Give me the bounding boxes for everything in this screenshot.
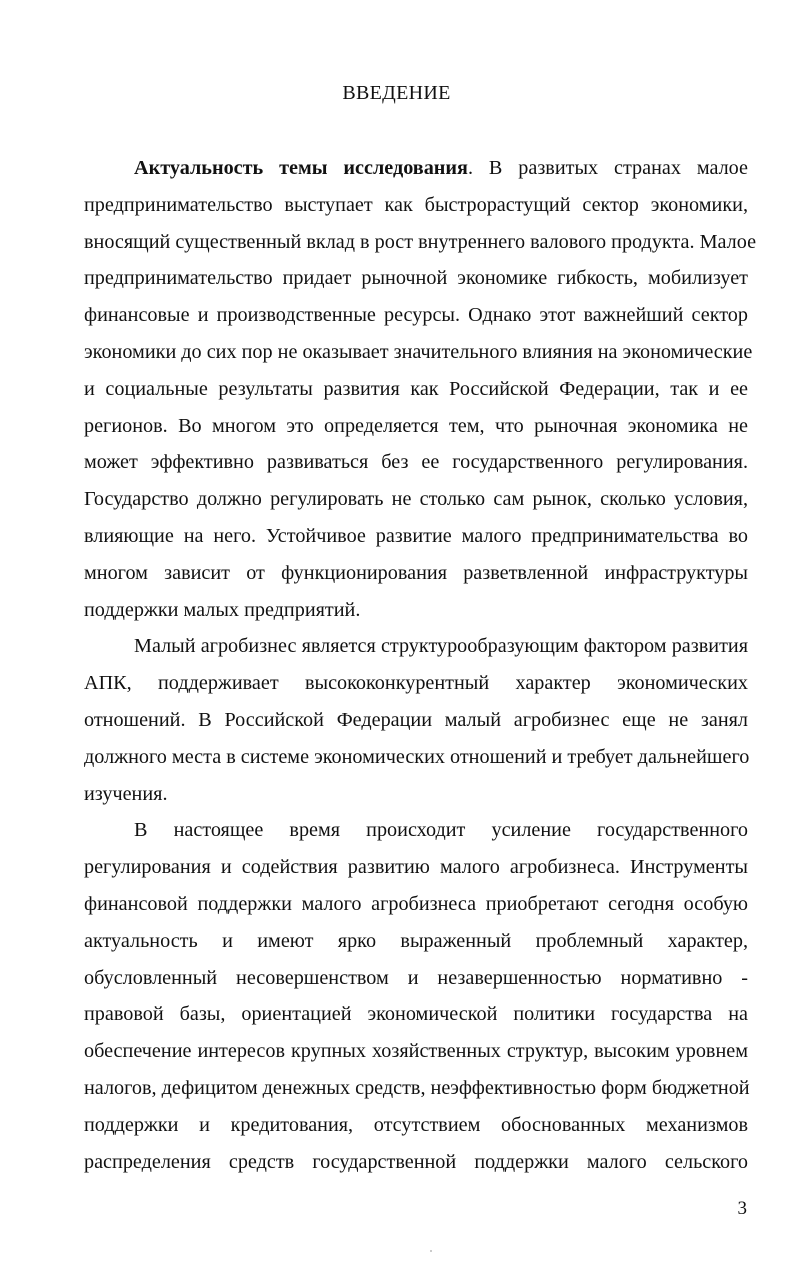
text-line: и социальные результаты развития как Российской Федерации, так и ее <box>84 377 748 400</box>
text-line: регулирования и содействия развитию малого агробизнеса. Инструменты <box>84 856 748 879</box>
body-text <box>84 150 757 1180</box>
text-line: регионов. Во многом это определяется тем, что рыночная экономика не <box>84 414 748 437</box>
text-line: финансовые и производственные ресурсы. Однако этот важнейший сектор <box>84 304 748 327</box>
text-line: распределения средств государственной поддержки малого сельского <box>84 1150 748 1173</box>
scan-speck <box>430 1250 432 1252</box>
text-line: правовой базы, ориентацией экономической политики государства на <box>84 1003 748 1026</box>
text-line: налогов, дефицитом денежных средств, неэффективностью форм бюджетной <box>84 1076 750 1099</box>
text-line: изучения. <box>84 782 168 805</box>
text-line: вносящий существенный вклад в рост внутреннего валового продукта. Малое <box>84 230 757 253</box>
paragraph-3 <box>84 812 748 1180</box>
page-number: 3 <box>737 1198 747 1219</box>
paragraph-2 <box>84 628 748 812</box>
text-line: отношений. В Российской Федерации малый агробизнес еще не занял <box>84 708 748 731</box>
text-line: многом зависит от функционирования разветвленной инфраструктуры <box>84 561 748 584</box>
text-line: поддержки и кредитования, отсутствием обоснованных механизмов <box>84 1113 748 1136</box>
text-line: актуальность и имеют ярко выраженный проблемный характер, <box>84 929 748 952</box>
text-line: обусловленный несовершенством и незавершенностью нормативно - <box>84 966 748 989</box>
text-line: влияющие на него. Устойчивое развитие малого предпринимательства во <box>84 524 748 547</box>
paragraph-1 <box>84 150 757 628</box>
text-line: должного места в системе экономических отношений и требует дальнейшего <box>84 745 750 768</box>
page-title: ВВЕДЕНИЕ <box>342 82 451 104</box>
text-line: поддержки малых предприятий. <box>84 598 361 621</box>
text-line: В настоящее время происходит усиление государственного <box>134 819 748 842</box>
text-line: экономики до сих пор не оказывает значительного влияния на экономические <box>84 340 753 363</box>
text-line: АПК, поддерживает высококонкурентный характер экономических <box>84 672 748 695</box>
text-line: может эффективно развиваться без ее государственного регулирования. <box>84 451 748 474</box>
text-line: финансовой поддержки малого агробизнеса приобретают сегодня особую <box>84 892 748 915</box>
bold-lead: Актуальность темы исследования <box>134 157 468 179</box>
text-line: предпринимательство придает рыночной экономике гибкость, мобилизует <box>84 267 748 290</box>
text-line: обеспечение интересов крупных хозяйственных структур, высоким уровнем <box>84 1040 748 1063</box>
text-line: Малый агробизнес является структурообразующим фактором развития <box>134 635 748 658</box>
text-line: предпринимательство выступает как быстрорастущий сектор экономики, <box>84 193 748 216</box>
text-line: Актуальность темы исследования. В развитых странах малое <box>134 157 748 179</box>
text-line: Государство должно регулировать не столько сам рынок, сколько условия, <box>84 488 748 511</box>
